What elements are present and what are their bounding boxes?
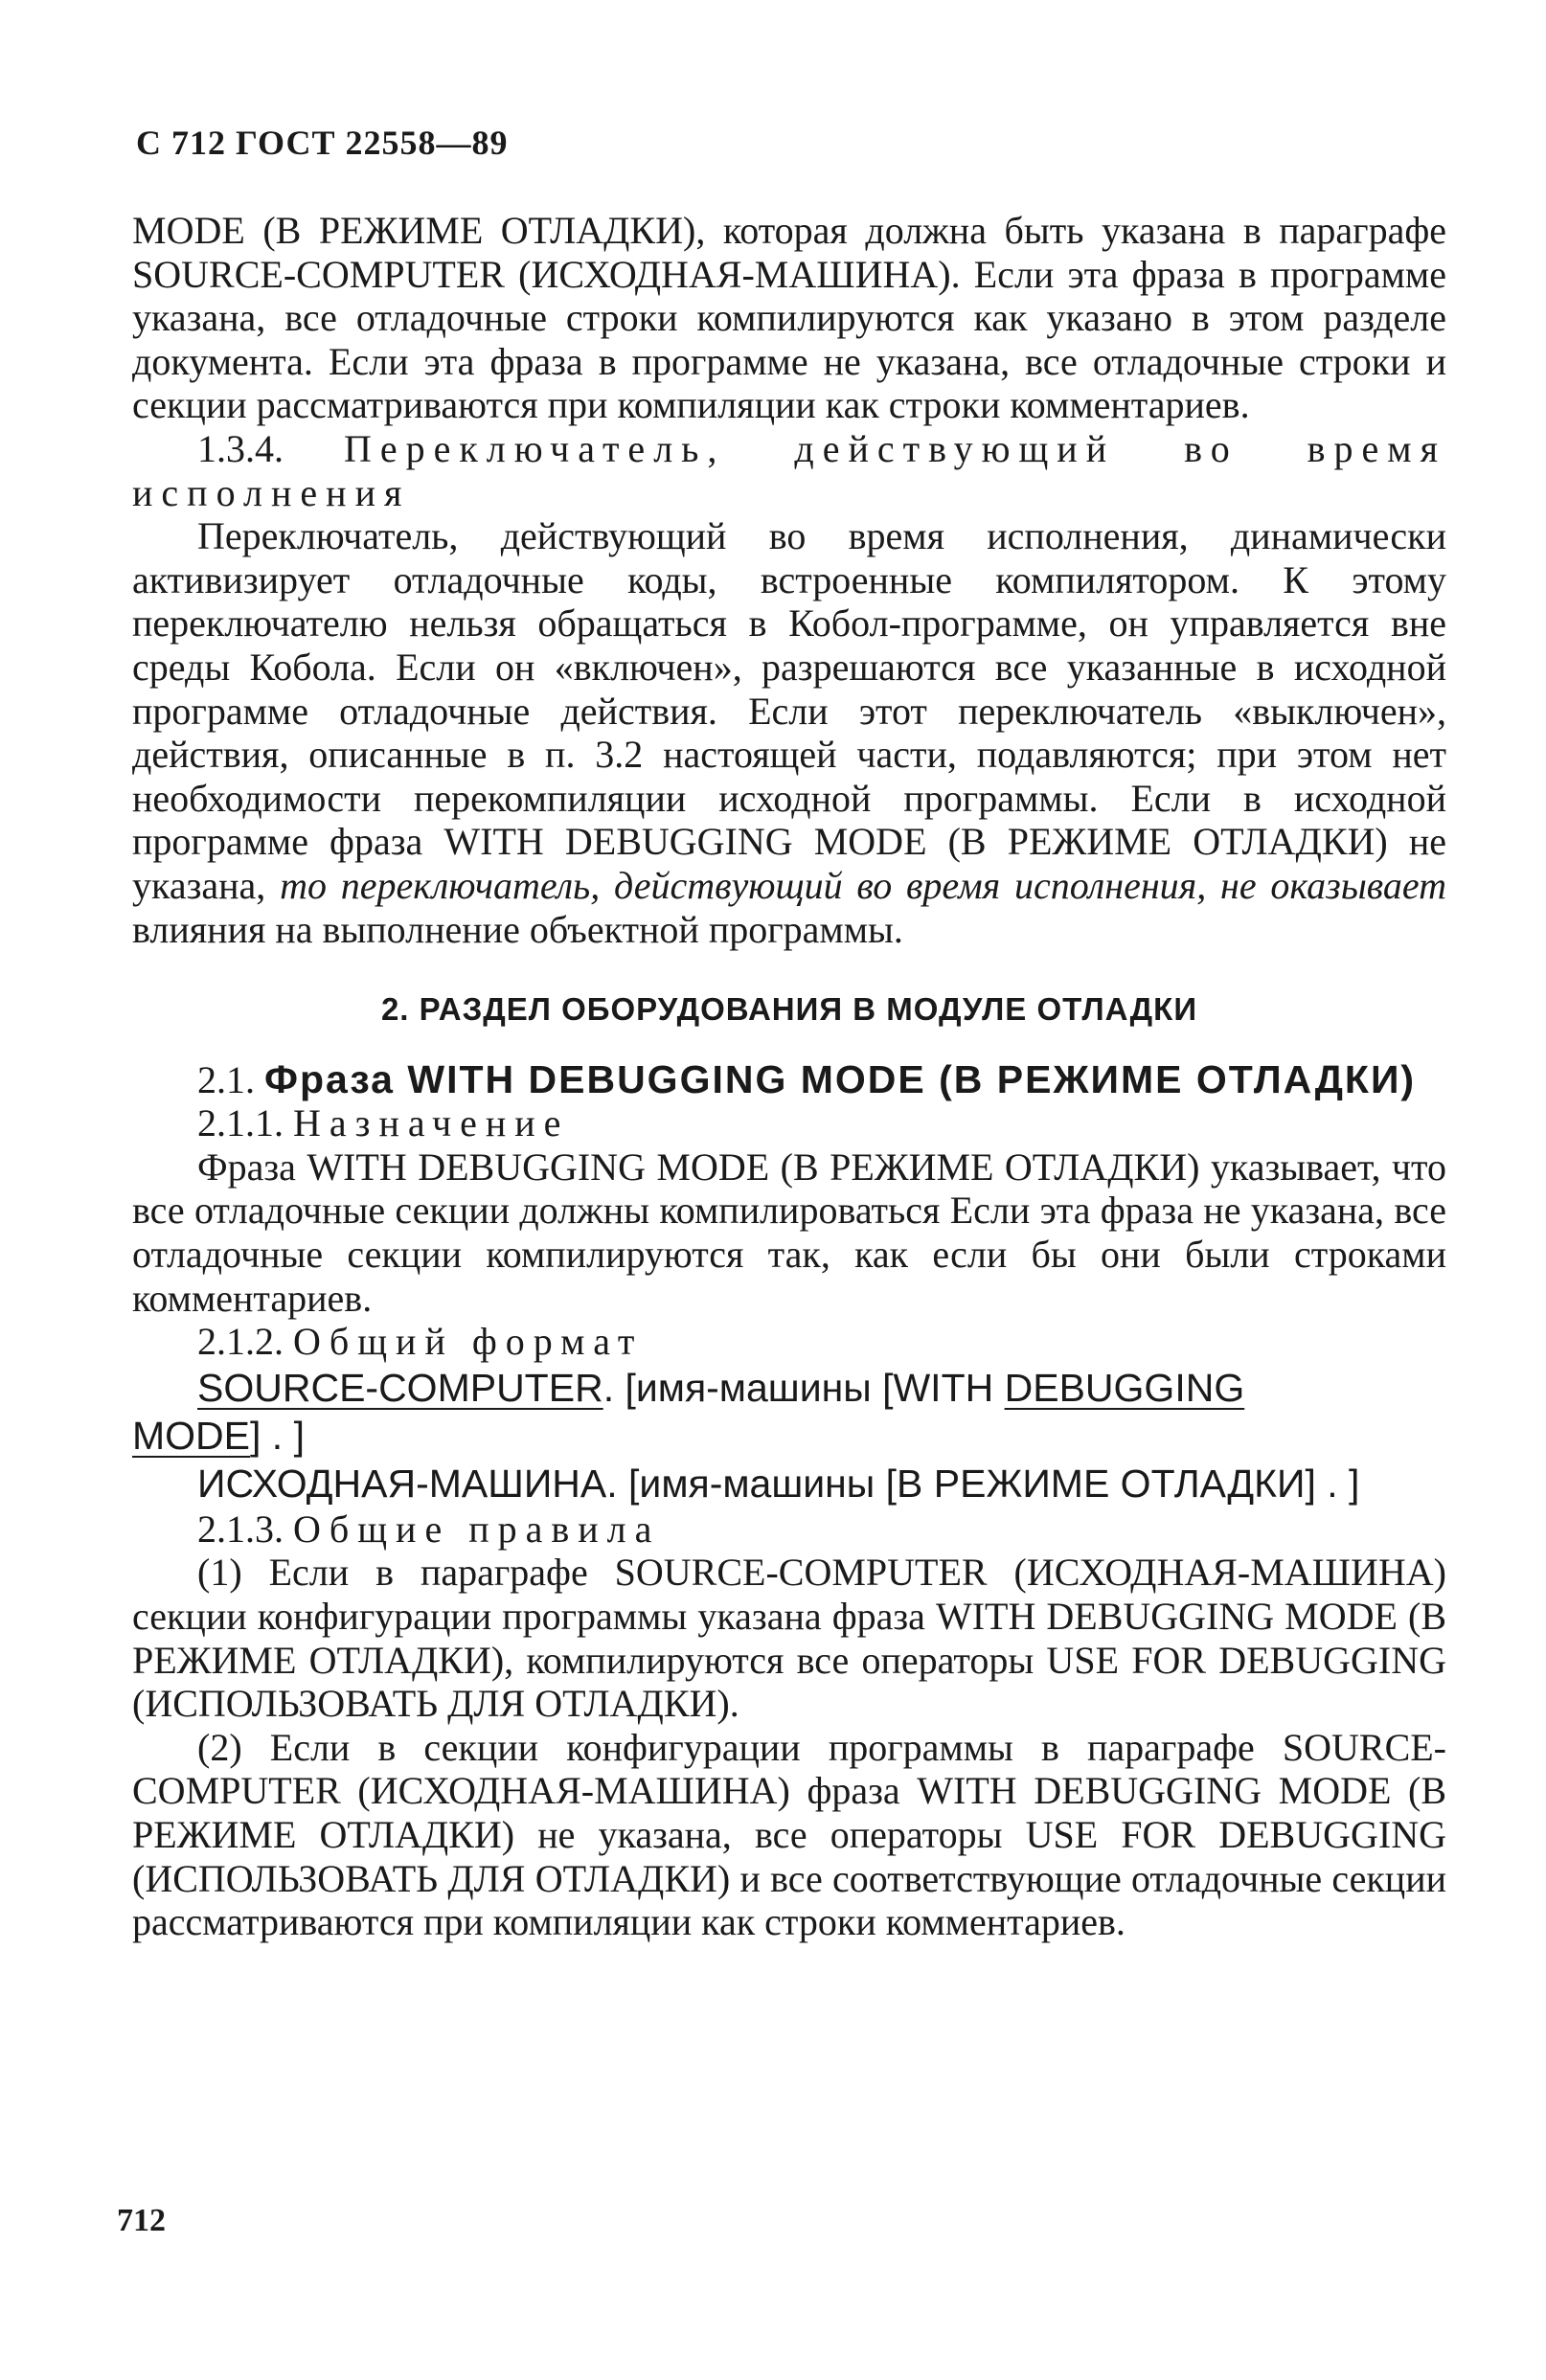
section-title: Назначение [293, 1101, 570, 1145]
page-number: 712 [117, 2203, 166, 2238]
section-2-1-3-title [132, 1507, 1446, 1552]
paragraph-text: Переключатель, действующий во время исполнения, динамически активизирует отладочные коды, встроенные компилятором. К этому переключателю нельзя обращаться в Кобол-программе, он управляется вне среды Кобола. Если он «включен», разрешаются все указанные в исходной программе отладочные действия. Если этот переключатель «выключен», действия, описанные в п. 3.2 настоящей части, подавляются; при этом нет необходимости перекомпиляции исходной программы. Если в исходной программе фраза WITH DEBUGGING MODE (В РЕЖИМЕ ОТЛАДКИ) не указана, [132, 514, 1446, 907]
section-number: 2.1. [197, 1057, 255, 1101]
keyword-mode: MODE [132, 1413, 250, 1458]
section-2-heading: 2. РАЗДЕЛ ОБОРУДОВАНИЯ В МОДУЛЕ ОТЛАДКИ [380, 991, 1198, 1028]
paragraph-runtime-switch [132, 514, 1446, 951]
format-text: . [имя-машины [WITH [602, 1365, 1005, 1410]
paragraph-text-end: влияния на выполнение объектной программы. [132, 907, 903, 951]
section-number: 2.1.1. [197, 1101, 284, 1145]
format-line-2 [132, 1412, 1446, 1460]
rule-2: (2) Если в секции конфигурации программы в параграфе SOURCE-COMPUTER (ИСХОДНАЯ-МАШИНА) фраза WITH DEBUGGING MODE (В РЕЖИМЕ ОТЛАДКИ) не указана, все операторы USE FOR DEBUGGING (ИСПОЛЬЗОВАТЬ ДЛЯ ОТЛАДКИ) и все соответствующие отладочные секции рассматриваются при компиляции как строки комментариев. [132, 1725, 1446, 1944]
section-title: Переключатель, действующий во время исполнения [132, 426, 1446, 514]
section-title: Общие правила [293, 1507, 661, 1551]
format-line-1 [132, 1364, 1446, 1412]
keyword-source-computer: SOURCE-COMPUTER [197, 1365, 603, 1410]
format-text: ] . ] [250, 1413, 305, 1458]
section-title: Общий формат [293, 1320, 644, 1364]
paragraph-mode-continuation: MODE (В РЕЖИМЕ ОТЛАДКИ), которая должна быть указана в параграфе SOURCE-COMPUTER (ИСХОДНАЯ-МАШИНА). Если эта фраза в программе указана, все отладочные строки компилируются как указано в этом разделе документа. Если эта фраза в программе не указана, все отладочные строки и секции рассматриваются при компиляции как строки комментариев. [132, 209, 1446, 427]
document-body [132, 209, 1446, 1944]
paragraph-italic-text: то переключатель, действующий во время исполнения, не оказывает [280, 863, 1447, 907]
section-2-1-2-title [132, 1320, 1446, 1364]
section-title: Фраза WITH DEBUGGING MODE (В РЕЖИМЕ ОТЛАДКИ) [264, 1056, 1417, 1101]
page-header: С 712 ГОСТ 22558—89 [136, 124, 509, 162]
section-number: 2.1.2. [197, 1320, 284, 1364]
rule-1: (1) Если в параграфе SOURCE-COMPUTER (ИСХОДНАЯ-МАШИНА) секции конфигурации программы указана фраза WITH DEBUGGING MODE (В РЕЖИМЕ ОТЛАДКИ), компилируются все операторы USE FOR DEBUGGING (ИСПОЛЬЗОВАТЬ ДЛЯ ОТЛАДКИ). [132, 1551, 1446, 1726]
paragraph-purpose: Фраза WITH DEBUGGING MODE (В РЕЖИМЕ ОТЛАДКИ) указывает, что все отладочные секции должны компилироваться Если эта фраза не указана, все отладочные секции компилируются так, как если бы они были строками комментариев. [132, 1145, 1446, 1320]
general-format [132, 1364, 1446, 1507]
section-number: 2.1.3. [197, 1507, 284, 1551]
keyword-debugging: DEBUGGING [1004, 1365, 1245, 1410]
section-2-1-1-title [132, 1101, 1446, 1145]
section-2-1-title [132, 1058, 1446, 1102]
section-1-3-4-title [132, 427, 1446, 514]
format-line-3: ИСХОДНАЯ-МАШИНА. [имя-машины [В РЕЖИМЕ ОТЛАДКИ] . ] [197, 1461, 1360, 1506]
section-number: 1.3.4. [197, 426, 284, 470]
